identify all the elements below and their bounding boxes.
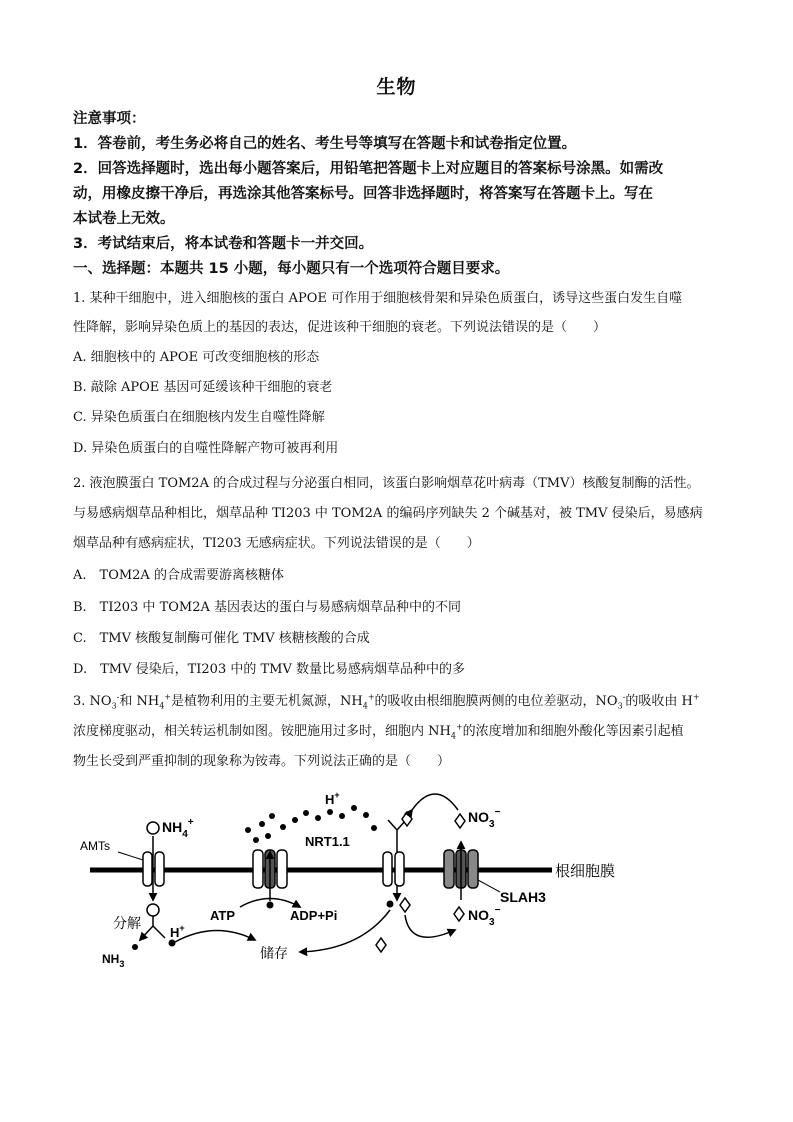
q1-option-a: A. 细胞核中的 APOE 可改变细胞核的形态 (73, 350, 320, 365)
q2-stem-line-3: 烟草品种有感病症状，TI203 无感病症状。下列说法错误的是（ ） (73, 536, 480, 551)
notice-item-2-line-1: 2．回答选择题时，选出每小题答案后，用铅笔把答题卡上对应题目的答案标号涂黑。如需改 (73, 161, 664, 177)
decompose-label: 分解 (113, 915, 141, 931)
q1-option-b: B. 敲除 APOE 基因可延缓该种干细胞的衰老 (73, 380, 333, 395)
svg-text:H+: H+ (325, 790, 340, 807)
q2-option-b: B. TI203 中 TOM2A 基因表达的蛋白与易感病烟草品种中的不同 (73, 600, 462, 615)
q2-option-c: C. TMV 核酸复制酶可催化 TMV 核糖核酸的合成 (73, 631, 370, 646)
membrane-label: 根细胞膜 (555, 863, 616, 880)
notice-item-3: 3．考试结束后，将本试卷和答题卡一并交回。 (73, 236, 374, 252)
q3-stem-line-2: 浓度梯度驱动，相关转运机制如图。铵肥施用过多时，细胞内 $NH_4^+$的浓度增加和细胞外酸化等因素引起植 (73, 722, 684, 741)
page-title: 生物 (376, 76, 417, 98)
q3-stem-line-3: 物生长受到严重抑制的现象称为铵毒。下列说法正确的是（ ） (73, 754, 451, 769)
amts-label: AMTs (80, 839, 110, 853)
q2-stem-line-2: 与易感病烟草品种相比，烟草品种 TI203 中 TOM2A 的编码序列缺失 2 个碱基对，被 TMV 侵染后，易感病 (73, 506, 703, 521)
q2-stem-line-1: 2. 液泡膜蛋白 TOM2A 的合成过程与分泌蛋白相同，该蛋白影响烟草花叶病毒（TMV）核酸复制酶的活性。 (73, 476, 700, 491)
svg-text:NO3−: $NO_3^-$ (468, 905, 501, 928)
storage-label: 储存 (260, 945, 288, 961)
notice-item-2-line-2: 动，用橡皮擦干净后，再选涂其他答案标号。回答非选择题时，将答案写在答题卡上。写在 (73, 186, 653, 202)
q2-option-a: A. TOM2A 的合成需要游离核糖体 (73, 568, 284, 583)
q3-stem-line-1: 3. $NO_3^-$和 $NH_4^+$是植物利用的主要无机氮源，$NH_4^+$的吸收由根细胞膜两侧的电位差驱动，$NO_3^-$的吸收由 H+ (73, 692, 700, 711)
q1-stem-line-1: 1. 某种干细胞中，进入细胞核的蛋白 APOE 可作用于细胞核骨架和异染色质蛋白，诱导这些蛋白发生自噬 (73, 291, 683, 306)
q1-option-d: D. 异染色质蛋白的自噬性降解产物可被再利用 (73, 441, 339, 456)
notice-heading: 注意事项： (73, 111, 146, 127)
transport-diagram (0, 780, 793, 980)
svg-text:H+: H+ (170, 923, 185, 940)
q1-option-c: C. 异染色质蛋白在细胞核内发生自噬性降解 (73, 410, 325, 425)
q1-stem-line-2: 性降解，影响异染色质上的基因的表达，促进该种干细胞的衰老。下列说法错误的是（ ） (73, 320, 607, 335)
nrt-label: NRT1.1 (305, 834, 350, 849)
notice-item-2-line-3: 本试卷上无效。 (73, 211, 175, 227)
section-heading: 一、选择题：本题共 15 小题，每小题只有一个选项符合题目要求。 (73, 261, 510, 277)
svg-text:NH3: $NH_3$ (102, 952, 125, 969)
nh4-ion-top (147, 822, 159, 834)
adp-label: ADP+Pi (290, 908, 338, 923)
svg-text:NO3−: $NO_3^-$ (468, 807, 501, 830)
q2-option-d: D. TMV 侵染后，TI203 中的 TMV 数量比易感病烟草品种中的多 (73, 662, 465, 677)
notice-item-1: 1．答卷前，考生务必将自己的姓名、考生号等填写在答题卡和试卷指定位置。 (73, 136, 577, 152)
svg-text:NH4+: $NH_4^+$ (162, 817, 194, 840)
atp-label: ATP (210, 908, 236, 923)
slah3-label: SLAH3 (500, 889, 546, 905)
